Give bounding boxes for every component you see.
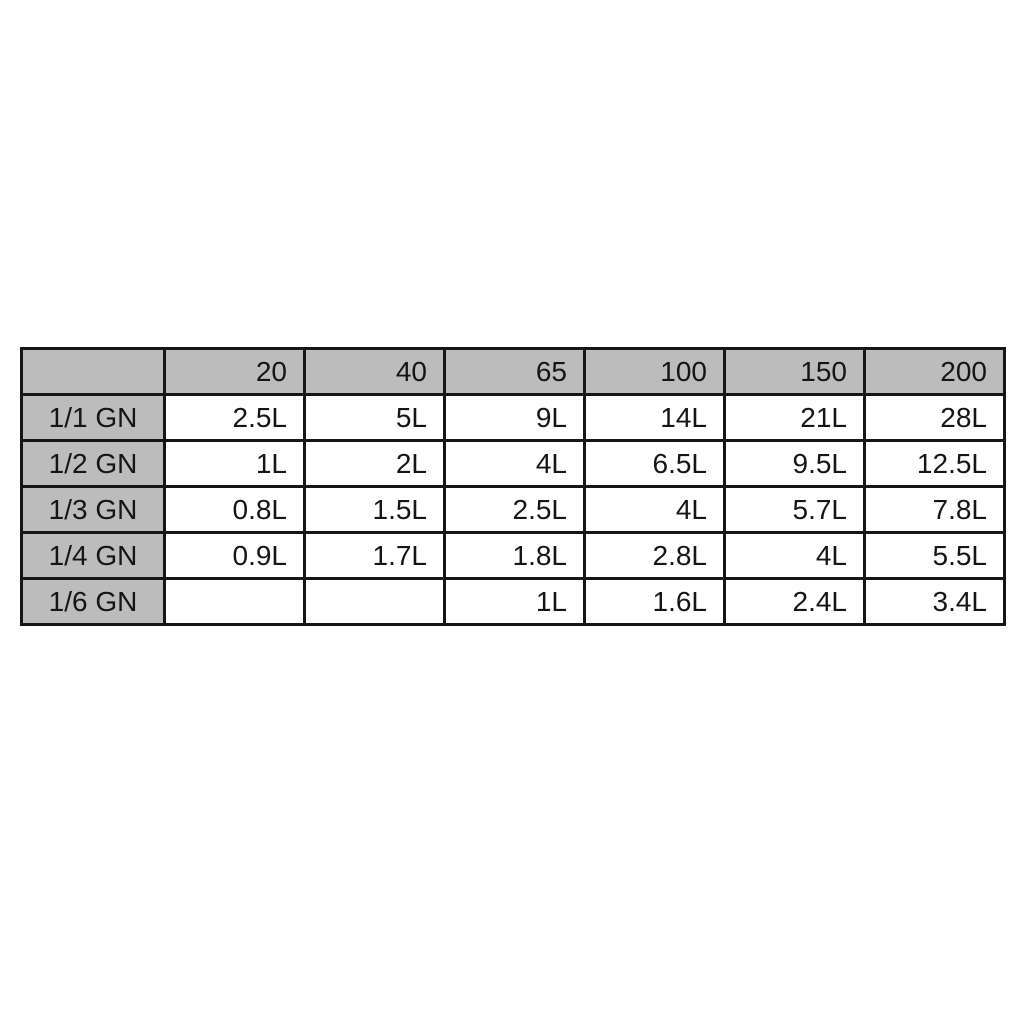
volume-cell: 21L xyxy=(725,395,865,441)
volume-cell: 2.8L xyxy=(585,533,725,579)
table-row-1-2-gn xyxy=(22,441,1005,487)
gn-row-label-1-4: 1/4 GN xyxy=(22,533,165,579)
gn-row-label-1-6: 1/6 GN xyxy=(22,579,165,625)
table-row-1-6-gn xyxy=(22,579,1005,625)
volume-cell: 3.4L xyxy=(865,579,1005,625)
volume-cell: 0.9L xyxy=(165,533,305,579)
volume-cell: 2.5L xyxy=(445,487,585,533)
volume-cell: 1.6L xyxy=(585,579,725,625)
volume-cell: 9L xyxy=(445,395,585,441)
table-row-1-4-gn xyxy=(22,533,1005,579)
depth-header-cell-40: 40 xyxy=(305,349,445,395)
volume-cell: 1.8L xyxy=(445,533,585,579)
volume-cell: 14L xyxy=(585,395,725,441)
gn-row-label-1-3: 1/3 GN xyxy=(22,487,165,533)
volume-cell: 9.5L xyxy=(725,441,865,487)
depth-header-cell-200: 200 xyxy=(865,349,1005,395)
volume-cell: 28L xyxy=(865,395,1005,441)
volume-cell: 1.5L xyxy=(305,487,445,533)
gn-volume-table xyxy=(20,347,1006,626)
volume-cell-empty xyxy=(165,579,305,625)
table-row-1-3-gn xyxy=(22,487,1005,533)
depth-header-cell-100: 100 xyxy=(585,349,725,395)
table-row-1-1-gn xyxy=(22,395,1005,441)
volume-cell: 1L xyxy=(445,579,585,625)
volume-cell: 5L xyxy=(305,395,445,441)
volume-cell: 6.5L xyxy=(585,441,725,487)
gn-volume-table-wrapper xyxy=(20,347,1006,626)
volume-cell: 12.5L xyxy=(865,441,1005,487)
volume-cell: 4L xyxy=(725,533,865,579)
volume-cell: 4L xyxy=(585,487,725,533)
volume-cell: 1L xyxy=(165,441,305,487)
volume-cell-empty xyxy=(305,579,445,625)
volume-cell: 5.5L xyxy=(865,533,1005,579)
depth-header-cell-20: 20 xyxy=(165,349,305,395)
corner-header-cell xyxy=(22,349,165,395)
volume-cell: 4L xyxy=(445,441,585,487)
gn-row-label-1-1: 1/1 GN xyxy=(22,395,165,441)
volume-cell: 2.5L xyxy=(165,395,305,441)
volume-cell: 5.7L xyxy=(725,487,865,533)
volume-cell: 2.4L xyxy=(725,579,865,625)
volume-cell: 2L xyxy=(305,441,445,487)
depth-header-row xyxy=(22,349,1005,395)
volume-cell: 0.8L xyxy=(165,487,305,533)
depth-header-cell-65: 65 xyxy=(445,349,585,395)
depth-header-cell-150: 150 xyxy=(725,349,865,395)
volume-cell: 7.8L xyxy=(865,487,1005,533)
volume-cell: 1.7L xyxy=(305,533,445,579)
gn-row-label-1-2: 1/2 GN xyxy=(22,441,165,487)
